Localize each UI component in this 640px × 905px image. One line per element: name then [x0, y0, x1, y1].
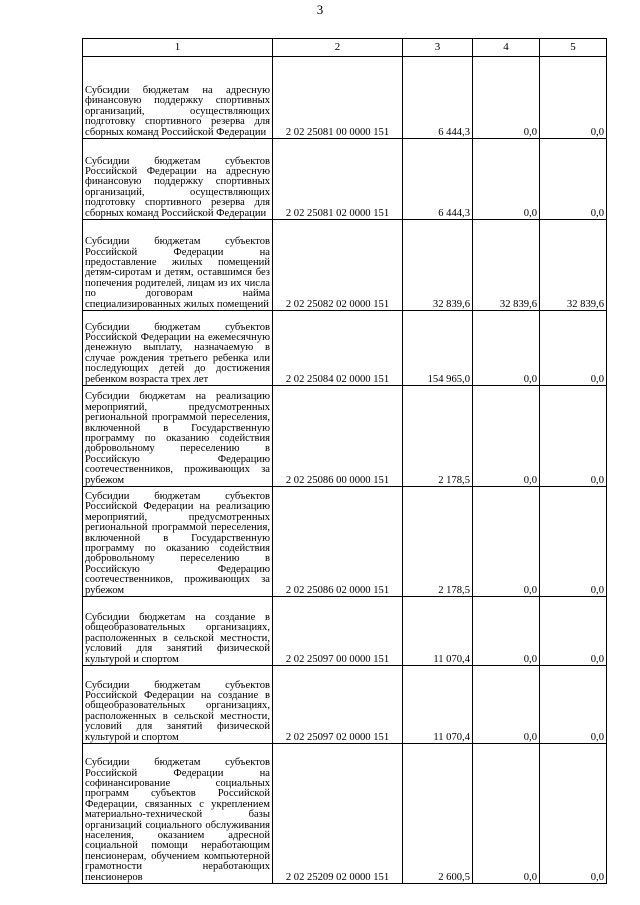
row-value-col3: 6 444,3 [403, 57, 473, 139]
row-value-col5: 32 839,6 [540, 220, 607, 311]
row-value-col4: 0,0 [473, 311, 540, 386]
table-row [83, 386, 607, 487]
row-value-col5: 0,0 [540, 666, 607, 744]
row-name: Субсидии бюджетам субъектов Российской Федерации на адресную финансовую поддержку спортивных организаций, осуществляющих подготовку спортивного резерва для сборных команд Российской Федерации [83, 139, 273, 220]
row-value-col5: 0,0 [540, 386, 607, 487]
row-value-col5: 0,0 [540, 597, 607, 666]
table-row [83, 57, 607, 139]
row-value-col4: 0,0 [473, 597, 540, 666]
row-value-col5: 0,0 [540, 139, 607, 220]
row-value-col5: 0,0 [540, 57, 607, 139]
row-value-col3: 2 178,5 [403, 487, 473, 597]
row-name: Субсидии бюджетам субъектов Российской Федерации на реализацию мероприятий, предусмотренных региональной программой переселения, включенной в Государственную программу по оказанию содействия добровольному переселению в Российскую Федерацию соотечественников, проживающих за рубежом [83, 487, 273, 597]
header-col-5: 5 [540, 39, 607, 57]
row-value-col4: 0,0 [473, 139, 540, 220]
row-name: Субсидии бюджетам субъектов Российской Федерации на ежемесячную денежную выплату, назначаемую в случае рождения третьего ребенка или последующих детей до достижения ребенком возраста трех лет [83, 311, 273, 386]
row-value-col3: 11 070,4 [403, 597, 473, 666]
row-code: 2 02 25086 00 0000 151 [273, 386, 403, 487]
row-value-col4: 0,0 [473, 487, 540, 597]
row-value-col3: 2 600,5 [403, 744, 473, 884]
table-row [83, 139, 607, 220]
budget-table [82, 38, 607, 884]
page-number: 3 [316, 2, 324, 17]
row-code: 2 02 25086 02 0000 151 [273, 487, 403, 597]
row-code: 2 02 25097 02 0000 151 [273, 666, 403, 744]
row-value-col4: 32 839,6 [473, 220, 540, 311]
row-value-col4: 0,0 [473, 386, 540, 487]
row-name: Субсидии бюджетам субъектов Российской Федерации на создание в общеобразовательных организациях, расположенных в сельской местности, условий для занятий физической культурой и спортом [83, 666, 273, 744]
row-code: 2 02 25081 00 0000 151 [273, 57, 403, 139]
row-code: 2 02 25082 02 0000 151 [273, 220, 403, 311]
header-col-2: 2 [273, 39, 403, 57]
header-col-3: 3 [403, 39, 473, 57]
row-code: 2 02 25209 02 0000 151 [273, 744, 403, 884]
row-name: Субсидии бюджетам субъектов Российской Федерации на софинансирование социальных программ субъектов Российской Федерации, связанных с укреплением материально-технической базы организаций социального обслуживания населения, оказанием адресной социальной помощи неработающим пенсионерам, обучением компьютерной грамотности неработающих пенсионеров [83, 744, 273, 884]
row-code: 2 02 25081 02 0000 151 [273, 139, 403, 220]
header-col-1: 1 [83, 39, 273, 57]
row-value-col3: 2 178,5 [403, 386, 473, 487]
row-value-col4: 0,0 [473, 744, 540, 884]
row-name: Субсидии бюджетам на реализацию мероприятий, предусмотренных региональной программой переселения, включенной в Государственную программу по оказанию содействия добровольному переселению в Российскую Федерацию соотечественников, проживающих за рубежом [83, 386, 273, 487]
row-value-col4: 0,0 [473, 57, 540, 139]
row-value-col5: 0,0 [540, 744, 607, 884]
table-header-row [83, 39, 607, 57]
table-row [83, 666, 607, 744]
table-row [83, 597, 607, 666]
row-value-col5: 0,0 [540, 487, 607, 597]
row-name: Субсидии бюджетам на создание в общеобразовательных организациях, расположенных в сельской местности, условий для занятий физической культурой и спортом [83, 597, 273, 666]
row-value-col4: 0,0 [473, 666, 540, 744]
row-name: Субсидии бюджетам на адресную финансовую поддержку спортивных организаций, осуществляющих подготовку спортивного резерва для сборных команд Российской Федерации [83, 57, 273, 139]
row-value-col3: 11 070,4 [403, 666, 473, 744]
row-value-col5: 0,0 [540, 311, 607, 386]
table-row [83, 744, 607, 884]
row-code: 2 02 25097 00 0000 151 [273, 597, 403, 666]
row-value-col3: 154 965,0 [403, 311, 473, 386]
table-row [83, 220, 607, 311]
table-row [83, 311, 607, 386]
table-row [83, 487, 607, 597]
row-code: 2 02 25084 02 0000 151 [273, 311, 403, 386]
row-value-col3: 32 839,6 [403, 220, 473, 311]
row-value-col3: 6 444,3 [403, 139, 473, 220]
header-col-4: 4 [473, 39, 540, 57]
row-name: Субсидии бюджетам субъектов Российской Федерации на предоставление жилых помещений детям-сиротам и детям, оставшимся без попечения родителей, лицам из их числа по договорам найма специализированных жилых помещений [83, 220, 273, 311]
